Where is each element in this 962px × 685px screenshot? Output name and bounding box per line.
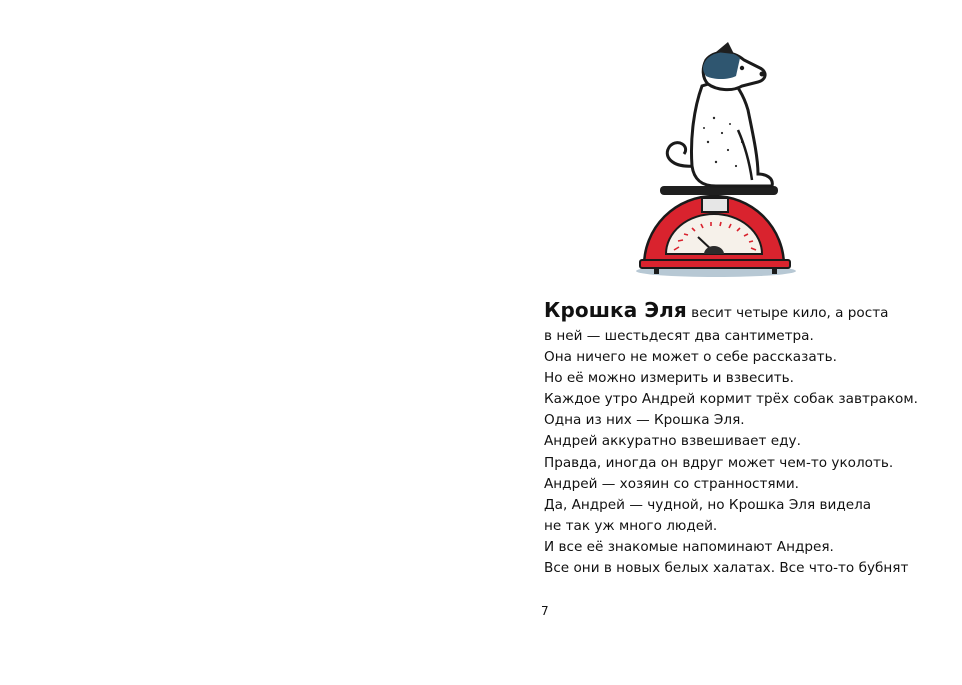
story-line: Каждое утро Андрей кормит трёх собак завтраком. xyxy=(544,391,918,408)
dog-nose xyxy=(760,72,765,77)
story-lead-name: Крошка Эля xyxy=(544,298,687,322)
story-line: в ней — шестьдесят два сантиметра. xyxy=(544,328,814,344)
story-line: не так уж много людей. xyxy=(544,517,718,534)
story-first-line-rest: весит четыре кило, а роста xyxy=(686,305,889,321)
scale-stem xyxy=(702,198,728,212)
story-text xyxy=(544,297,954,579)
scale-foot-left xyxy=(654,267,659,274)
dog-body xyxy=(691,78,772,186)
scale-base xyxy=(640,260,790,268)
page-number: 7 xyxy=(541,604,549,618)
story-line: Одна из них — Крошка Эля. xyxy=(544,412,745,429)
story-line: Правда, иногда он вдруг может чем-то уколоть. xyxy=(544,454,894,471)
story-line: Андрей аккуратно взвешивает еду. xyxy=(544,433,801,450)
story-line: Но её можно измерить и взвесить. xyxy=(544,370,794,387)
story-line: Да, Андрей — чудной, но Крошка Эля видела xyxy=(544,496,872,513)
story-line: И все её знакомые напоминают Андрея. xyxy=(544,538,834,555)
dog-on-scale-illustration xyxy=(632,38,802,280)
dog-ear xyxy=(716,42,734,54)
story-first-line xyxy=(544,297,954,326)
story-line: Все они в новых белых халатах. Все что-то бубнят xyxy=(544,560,909,577)
scale-foot-right xyxy=(772,267,777,274)
dog-tail xyxy=(667,143,694,167)
dog-eye xyxy=(740,66,744,70)
story-line: Она ничего не может о себе рассказать. xyxy=(544,349,837,366)
story-line: Андрей — хозяин со странностями. xyxy=(544,475,799,492)
